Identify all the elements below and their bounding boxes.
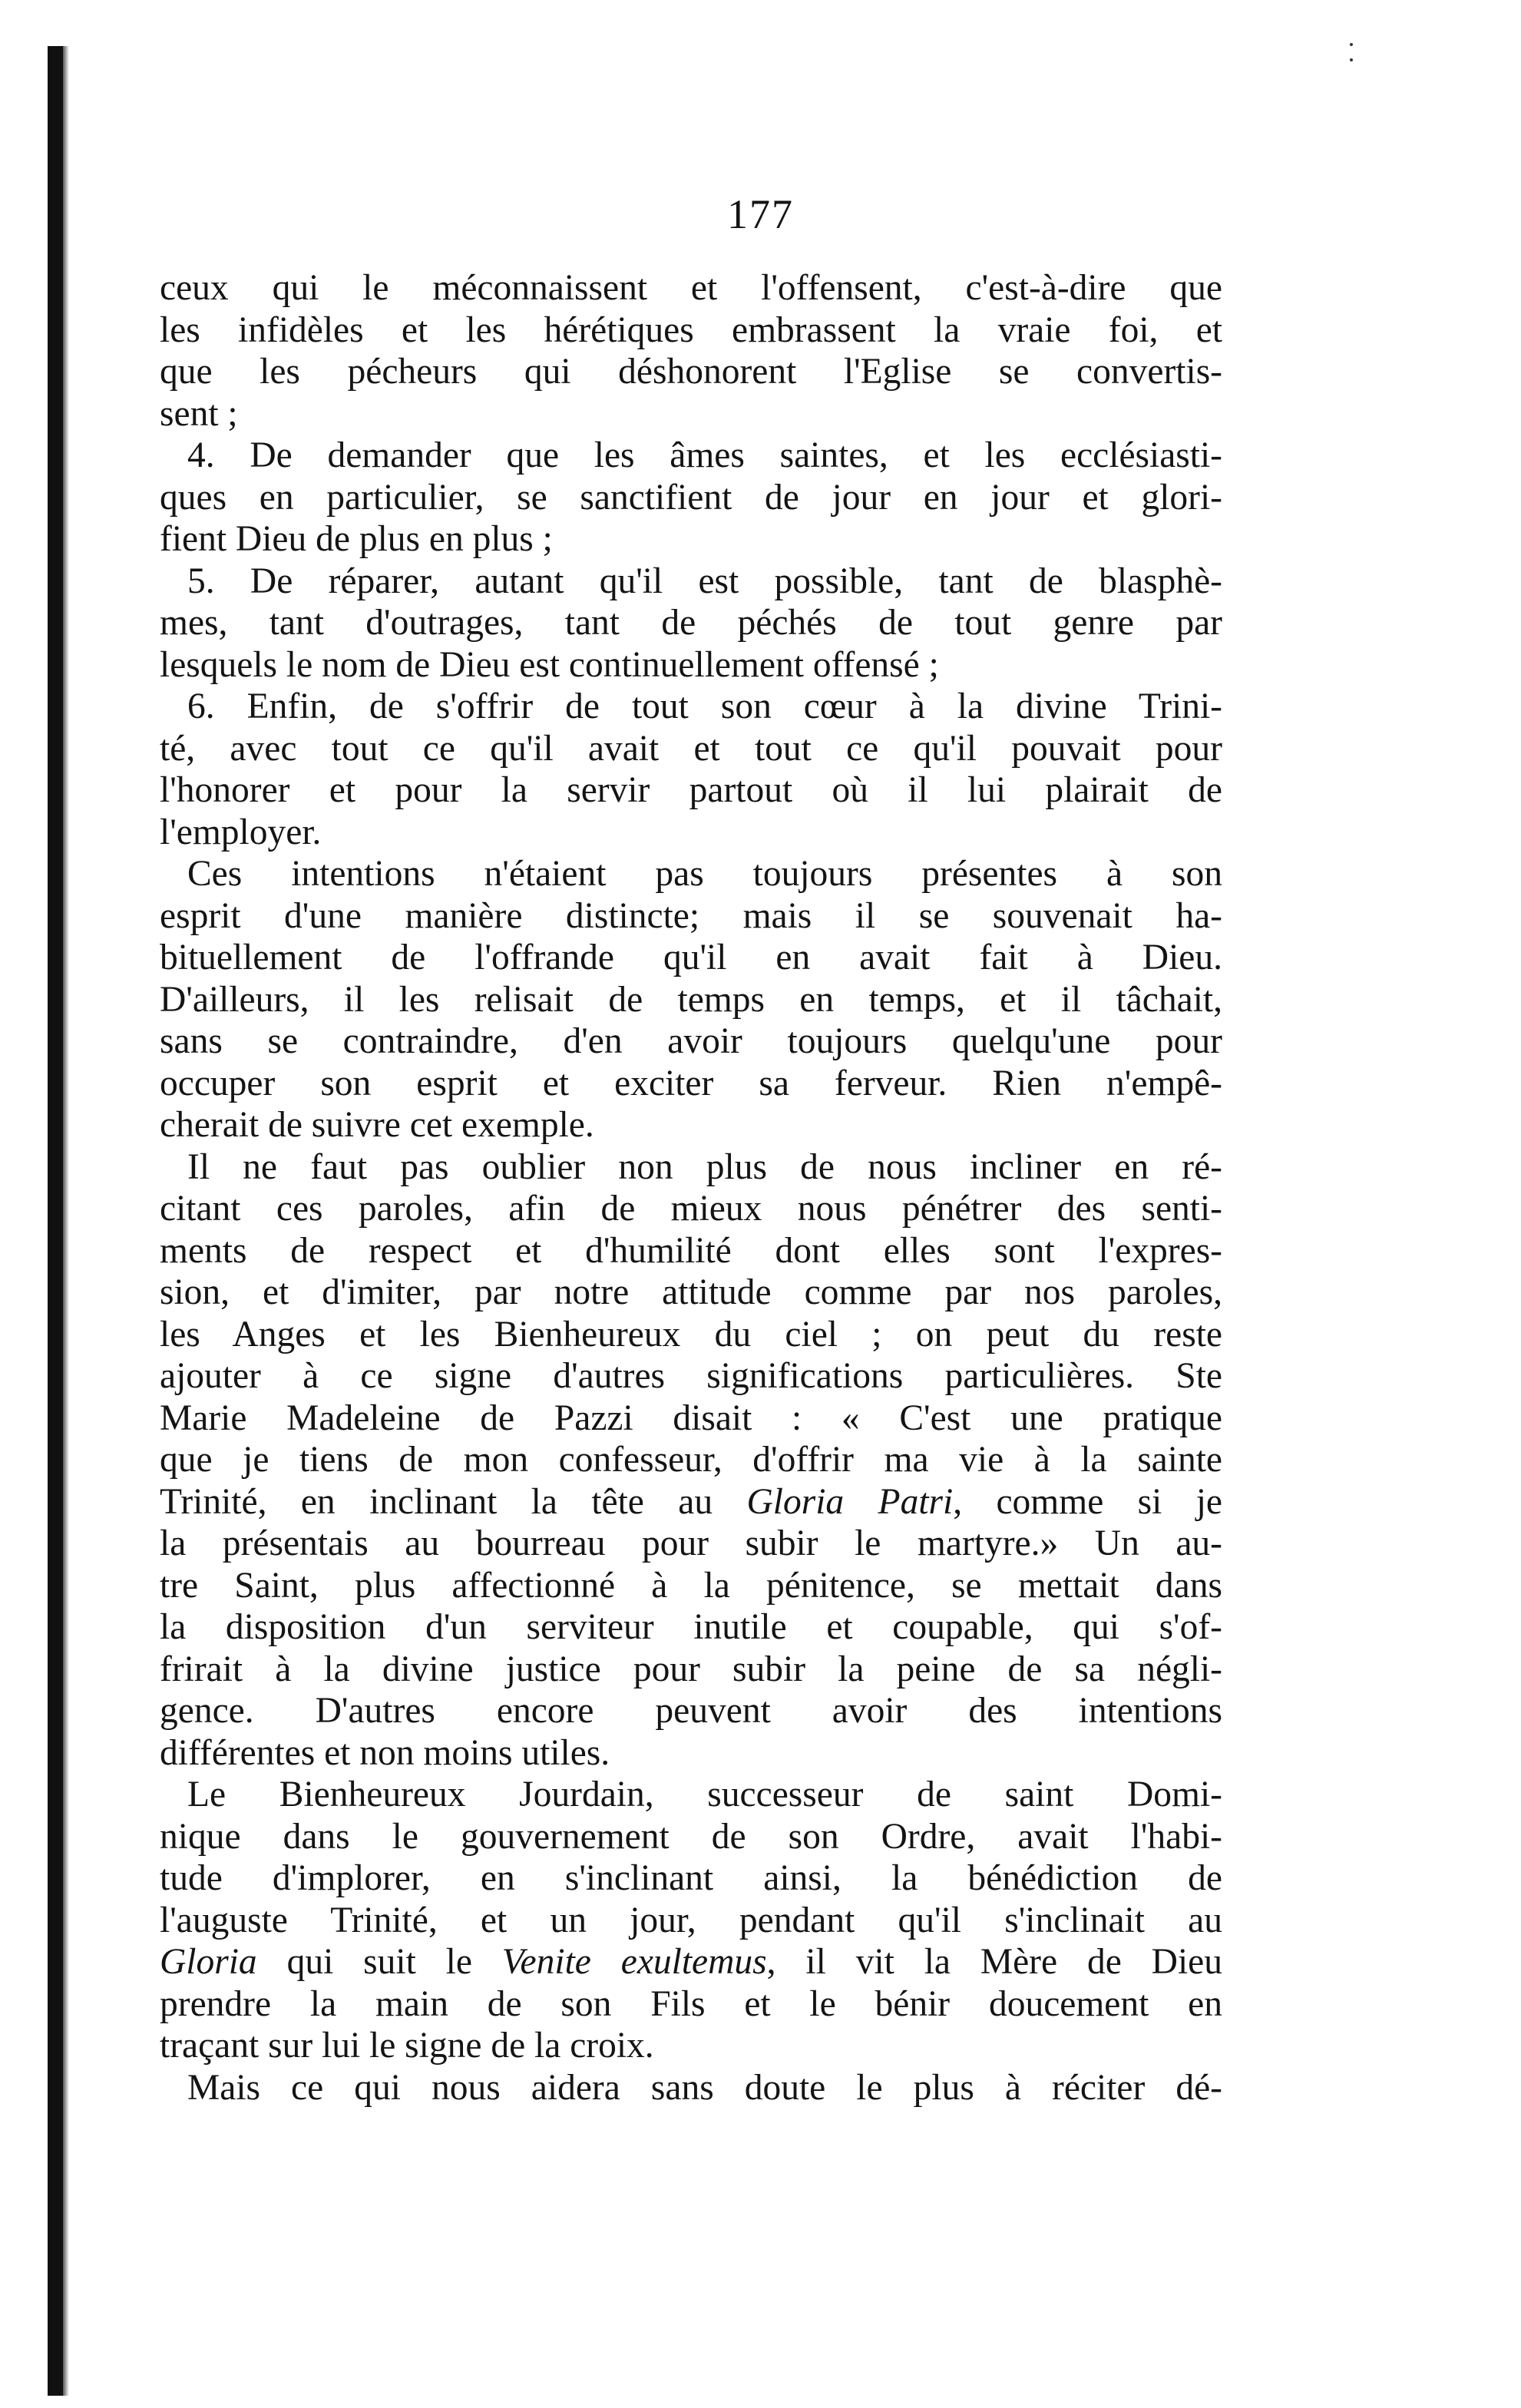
text-segment: Ces intentions n'étaient pas toujours présentes à son xyxy=(187,854,1222,894)
text-segment: Le Bienheureux Jourdain, successeur de saint Domi- xyxy=(187,1775,1222,1814)
text-segment: sans se contraindre, d'en avoir toujours quelqu'une pour xyxy=(160,1021,1222,1061)
text-line xyxy=(160,1104,1222,1146)
text-line xyxy=(160,1565,1222,1607)
text-line xyxy=(160,602,1222,644)
italic-text: Gloria Patri xyxy=(746,1481,954,1522)
text-segment: l'auguste Trinité, et un jour, pendant qu'il s'inclinait au xyxy=(160,1900,1222,1940)
text-segment: tude d'implorer, en s'inclinant ainsi, la bénédiction de xyxy=(160,1858,1222,1898)
text-segment: différentes et non moins utiles. xyxy=(160,1732,610,1773)
text-segment: D'ailleurs, il les relisait de temps en temps, et il tâchait, xyxy=(160,979,1222,1020)
scan-speck xyxy=(1350,58,1353,61)
text-segment: 4. De demander que les âmes saintes, et les ecclésiasti- xyxy=(187,435,1222,475)
text-segment: les Anges et les Bienheureux du ciel ; on peut du reste xyxy=(160,1314,1222,1354)
text-line xyxy=(160,979,1222,1021)
scan-speck xyxy=(1350,43,1353,46)
text-segment: Trinité, en inclinant la tête au xyxy=(160,1481,747,1522)
text-segment: Il ne faut pas oublier non plus de nous incliner en ré- xyxy=(187,1146,1222,1187)
text-segment: que je tiens de mon confesseur, d'offrir ma vie à la sainte xyxy=(160,1440,1222,1480)
text-line xyxy=(160,2025,1222,2067)
text-segment: lesquels le nom de Dieu est continuellement offensé ; xyxy=(160,644,939,685)
text-segment: citant ces paroles, afin de mieux nous pénétrer des senti- xyxy=(160,1189,1222,1229)
text-line xyxy=(160,1020,1222,1063)
text-segment: mes, tant d'outrages, tant de péchés de tout genre par xyxy=(160,603,1222,643)
page-number: 177 xyxy=(727,191,794,237)
text-segment: qui suit le xyxy=(256,1942,502,1982)
text-line xyxy=(160,1230,1222,1272)
text-segment: Marie Madeleine de Pazzi disait : « C'est une pratique xyxy=(160,1398,1222,1438)
text-segment: ments de respect et d'humilité dont elles sont l'expres- xyxy=(160,1230,1222,1271)
text-segment: 6. Enfin, de s'offrir de tout son cœur à la divine Trini- xyxy=(187,686,1222,726)
text-line xyxy=(160,895,1222,938)
italic-text: Venite exultemus xyxy=(501,1942,767,1982)
text-line xyxy=(160,728,1222,770)
text-line xyxy=(160,686,1222,728)
text-line xyxy=(160,769,1222,812)
text-line xyxy=(160,1732,1222,1775)
text-line xyxy=(160,1649,1222,1691)
text-line xyxy=(160,1314,1222,1356)
text-segment: l'honorer et pour la servir partout où il lui plairait de xyxy=(160,770,1222,810)
text-line xyxy=(160,351,1222,393)
scan-binding-edge xyxy=(48,46,63,2396)
text-segment: traçant sur lui le signe de la croix. xyxy=(160,2026,654,2066)
text-line xyxy=(160,1983,1222,2026)
text-segment: 5. De réparer, autant qu'il est possible, tant de blasphè- xyxy=(187,561,1222,601)
text-segment: bituellement de l'offrande qu'il en avait fait à Dieu. xyxy=(160,938,1222,977)
text-segment: occuper son esprit et exciter sa ferveur. Rien n'empê- xyxy=(160,1063,1222,1103)
text-segment: ajouter à ce signe d'autres significations particulières. Ste xyxy=(160,1356,1222,1396)
text-segment: gence. D'autres encore peuvent avoir des intentions xyxy=(160,1691,1222,1731)
text-line xyxy=(160,1481,1222,1523)
text-line xyxy=(160,1857,1222,1900)
text-line xyxy=(160,1439,1222,1481)
text-line xyxy=(160,644,1222,686)
text-line xyxy=(160,1272,1222,1314)
text-segment: la disposition d'un serviteur inutile et coupable, qui s'of- xyxy=(160,1607,1222,1647)
text-line xyxy=(160,853,1222,895)
italic-text: Gloria xyxy=(160,1942,257,1982)
text-line xyxy=(160,1606,1222,1649)
text-segment: Mais ce qui nous aidera sans doute le plus à réciter dé- xyxy=(187,2067,1222,2108)
text-line xyxy=(160,1690,1222,1732)
text-line xyxy=(160,1146,1222,1189)
text-segment: la présentais au bourreau pour subir le martyre.» Un au- xyxy=(160,1523,1222,1563)
text-line xyxy=(160,1774,1222,1816)
text-segment: prendre la main de son Fils et le bénir doucement en xyxy=(160,1983,1222,2024)
text-line xyxy=(160,812,1222,854)
text-line xyxy=(160,1816,1222,1858)
scan-binding-shadow xyxy=(63,46,69,2396)
text-line xyxy=(160,309,1222,352)
text-line xyxy=(160,518,1222,561)
text-segment: que les pécheurs qui déshonorent l'Eglise se convertis- xyxy=(160,352,1222,392)
text-line xyxy=(160,1523,1222,1565)
text-segment: ques en particulier, se sanctifient de jour en jour et glori- xyxy=(160,477,1222,518)
text-line xyxy=(160,267,1222,309)
text-line xyxy=(160,561,1222,603)
text-line xyxy=(160,2067,1222,2109)
text-segment: nique dans le gouvernement de son Ordre, avait l'habi- xyxy=(160,1816,1222,1857)
text-line xyxy=(160,1355,1222,1398)
text-segment: sion, et d'imiter, par notre attitude comme par nos paroles, xyxy=(160,1272,1222,1312)
text-segment: l'employer. xyxy=(160,812,322,852)
text-line xyxy=(160,937,1222,979)
text-line xyxy=(160,1941,1222,1983)
text-segment: cherait de suivre cet exemple. xyxy=(160,1105,594,1145)
text-line xyxy=(160,435,1222,477)
text-line xyxy=(160,1398,1222,1440)
body-text xyxy=(160,267,1222,2109)
text-segment: tre Saint, plus affectionné à la pénitence, se mettait dans xyxy=(160,1565,1222,1606)
text-line xyxy=(160,1900,1222,1942)
text-segment: , comme si je xyxy=(953,1481,1223,1522)
text-line xyxy=(160,1063,1222,1105)
text-line xyxy=(160,477,1222,519)
text-segment: frirait à la divine justice pour subir la peine de sa négli- xyxy=(160,1649,1222,1689)
text-segment: , il vit la Mère de Dieu xyxy=(766,1942,1222,1982)
text-segment: sent ; xyxy=(160,393,238,434)
text-line xyxy=(160,1188,1222,1230)
text-segment: les infidèles et les hérétiques embrassent la vraie foi, et xyxy=(160,309,1222,350)
text-segment: ceux qui le méconnaissent et l'offensent, c'est-à-dire que xyxy=(160,268,1222,308)
text-line xyxy=(160,393,1222,435)
text-segment: esprit d'une manière distincte; mais il se souvenait ha- xyxy=(160,895,1222,936)
text-segment: fient Dieu de plus en plus ; xyxy=(160,519,553,559)
text-segment: té, avec tout ce qu'il avait et tout ce qu'il pouvait pour xyxy=(160,728,1222,769)
